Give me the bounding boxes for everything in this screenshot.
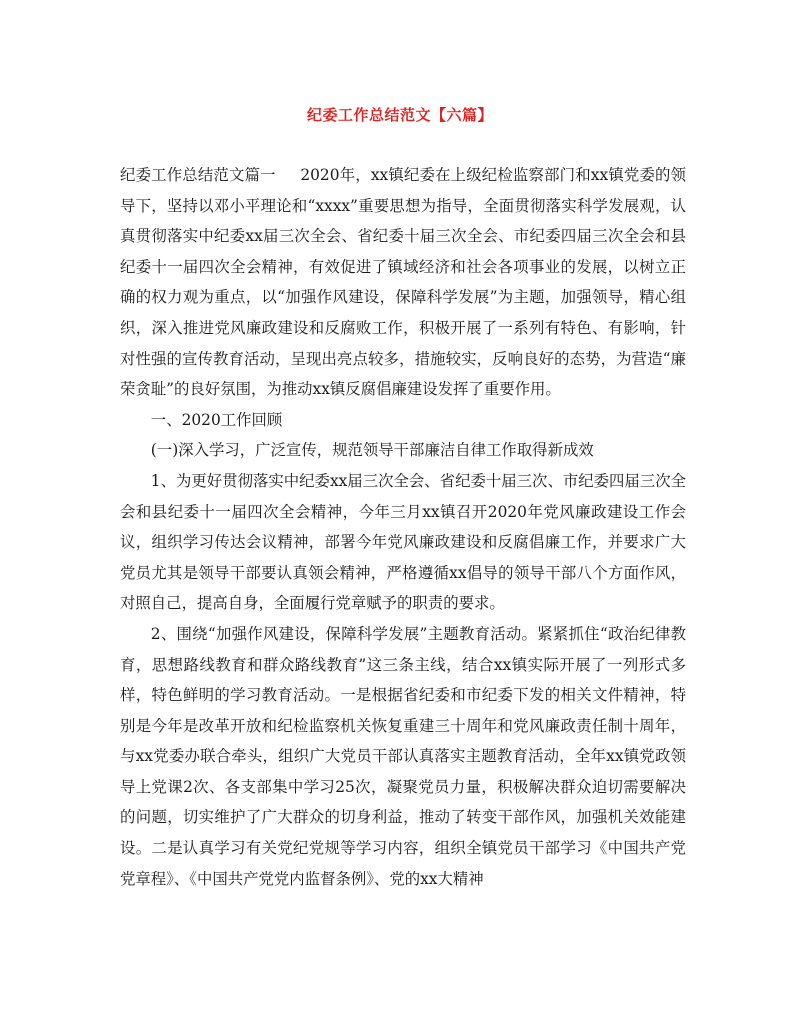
intro-paragraph — [120, 160, 686, 405]
paragraph-2: 2、围绕“加强作风建设，保障科学发展”主题教育活动。紧紧抓住“政治纪律教育，思想路线教育和群众路线教育”这三条主线，结合xx镇实际开展了一列形式多样，特色鲜明的学习教育活动。一是根据省纪委和市纪委下发的相关文件精神，特别是今年是改革开放和纪检监察机关恢复重建三十周年和党风廉政责任制十周年，与xx党委办联合牵头，组织广大党员干部认真落实主题教育活动，全年xx镇党政领导上党课2次、各支部集中学习25次，凝聚党员力量，积极解决群众迫切需要解决的问题，切实维护了广大群众的切身利益，推动了转变干部作风，加强机关效能建设。二是认真学习有关党纪党规等学习内容，组织全镇党员干部学习《中国共产党党章程》、《中国共产党党内监督条例》、党的xx大精神 — [120, 624, 686, 888]
paragraph-1: 1、为更好贯彻落实中纪委xx届三次全会、省纪委十届三次、市纪委四届三次全会和县纪委十一届四次全会精神，今年三月xx镇召开2020年党风廉政建设工作会议，组织学习传达会议精神，部署今年党风廉政建设和反腐倡廉工作，并要求广大党员尤其是领导干部要认真领会精神，严格遵循xx倡导的领导干部八个方面作风，对照自己，提高自身，全面履行党章赋予的职责的要求。 — [120, 471, 686, 613]
document-body — [120, 160, 686, 894]
document-title: 纪委工作总结范文【六篇】 — [306, 106, 493, 124]
lead-heading: 纪委工作总结范文篇一 — [120, 166, 276, 184]
subsection-heading: (一)深入学习，广泛宣传，规范领导干部廉洁自律工作取得新成效 — [150, 441, 594, 460]
section-heading: 一、2020工作回顾 — [150, 410, 283, 429]
intro-text: 2020年，xx镇纪委在上级纪检监察部门和xx镇党委的领导下，坚持以邓小平理论和“xxxx”重要思想为指导，全面贯彻落实科学发展观，认真贯彻落实中纪委xx届三次全会、省纪委十届三次全会、市纪委四届三次全会和县纪委十一届四次全会精神，有效促进了镇域经济和社会各项事业的发展，以树立正确的权力观为重点，以“加强作风建设，保障科学发展”为主题，加强领导，精心组织，深入推进党风廉政建设和反腐败工作，积极开展了一系列有特色、有影响，针对性强的宣传教育活动，呈现出亮点较多，措施较实，反响良好的态势，为营造“廉荣贪耻”的良好氛围，为推动xx镇反腐倡廉建设发挥了重要作用。 — [120, 166, 686, 399]
